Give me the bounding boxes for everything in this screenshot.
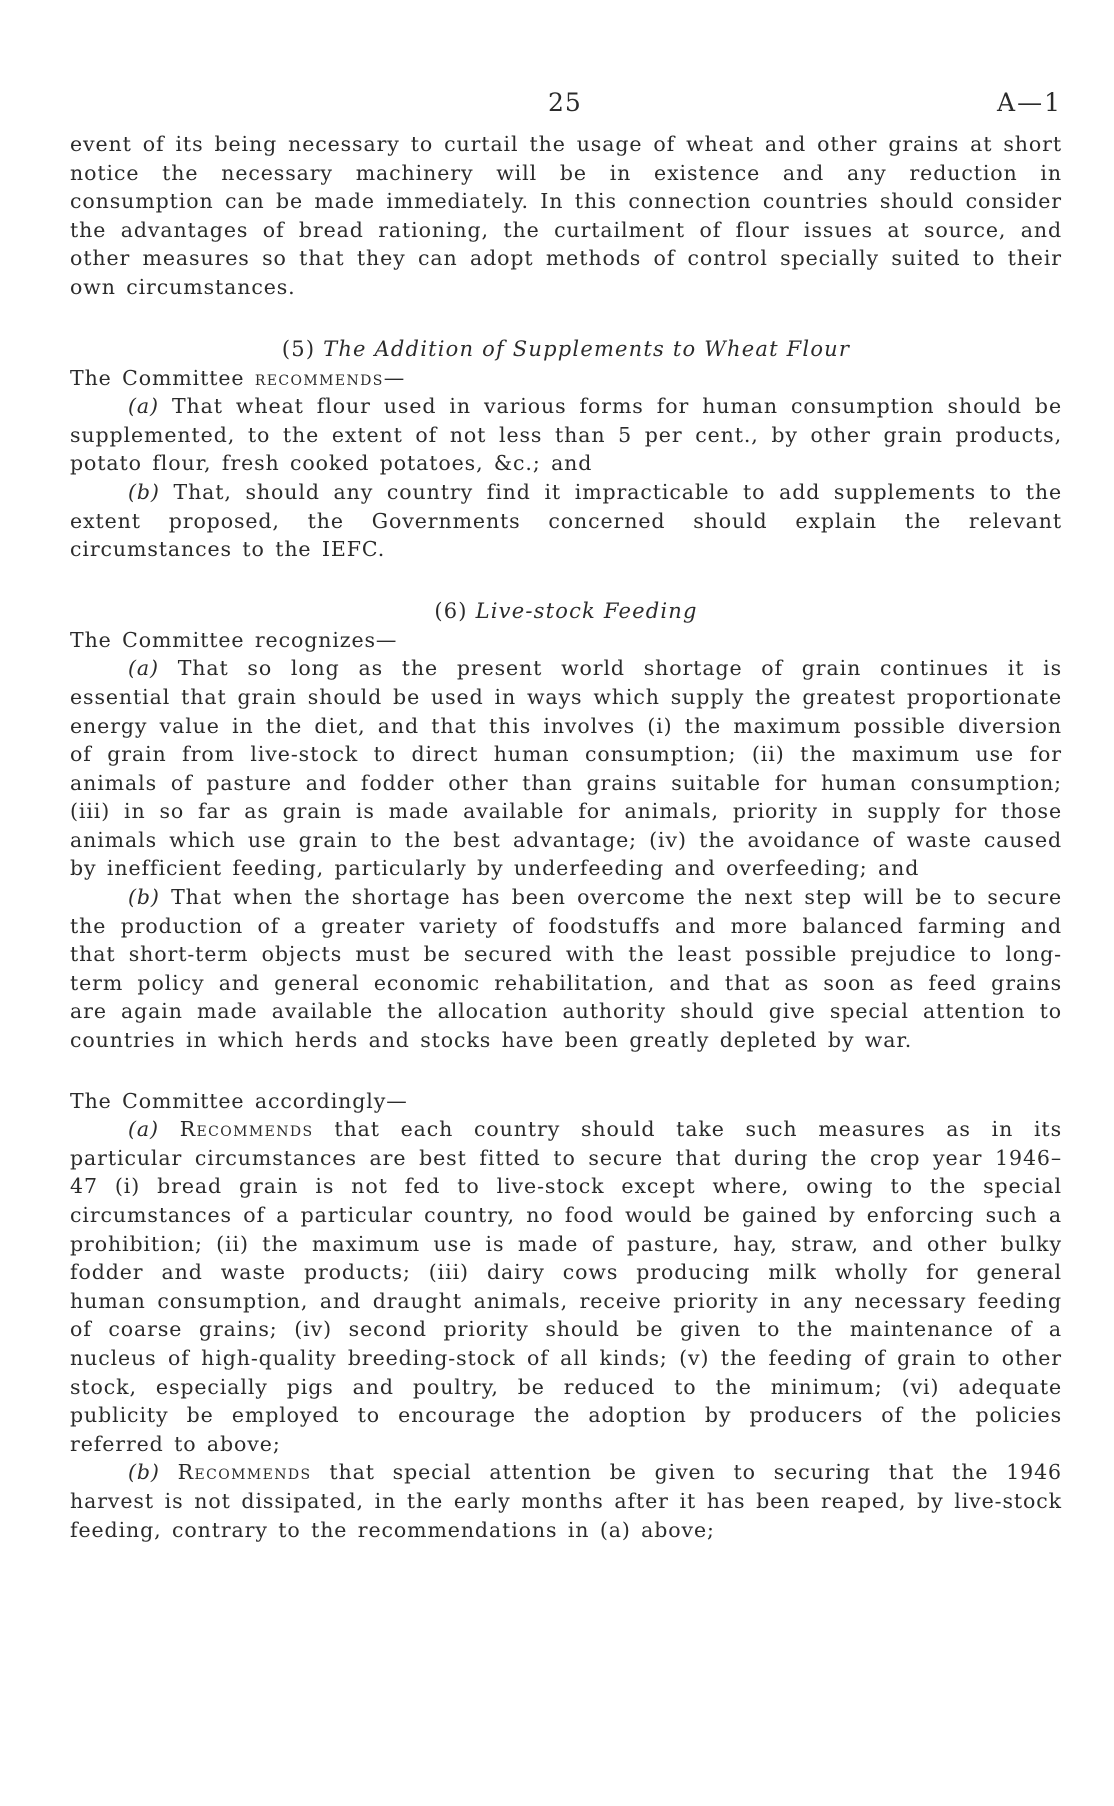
item-text: that special attention be given to securing that the 1946 harvest is not dissipated, in the early months after it has been reaped, by live-stock feeding, contrary to the recommendations in (a) above; [70,1460,1063,1542]
section-6-lead-2: The Committee accordingly— [70,1088,408,1113]
document-reference: A—1 [997,88,1062,117]
section-5-item-b [70,478,1062,564]
section-6-item-a [70,654,1062,883]
section-6-number: (6) [434,598,468,623]
page-number: 25 [548,88,582,117]
item-text: that each country should take such measures as in its particular circumstances are best fitted to secure that during the crop year 1946–47 (i) bread grain is not fed to live-stock except where, owing to the special circumstances of a particular country, no food would be gained by enforcing such a prohibition; (ii) the maximum use is made of pasture, hay, straw, and other bulky fodder and waste products; (iii) dairy cows producing milk wholly for general human consumption, and draught animals, receive priority in any necessary feeding of coarse grains; (iv) second priority should be given to the maintenance of a nucleus of high-quality breeding-stock of all kinds; (v) the feeding of grain to other stock, especially pigs and poultry, be reduced to the minimum; (vi) adequate publicity be employed to encourage the adoption by producers of the policies referred to above; [70,1117,1062,1456]
section-5-heading [70,334,1062,364]
section-5-lead-text: The Committee [70,365,245,390]
document-page [70,0,1062,1544]
item-label: (a) [128,1117,159,1142]
item-text: That so long as the present world shortage of grain continues it is essential that grain should be used in ways which supply the greatest proportionate energy value in the diet, and that this involves (i) the maximum possible diversion of grain from live-stock to direct human consumption; (ii) the maximum use for animals of pasture and fodder other than grains suitable for human consumption; (iii) in so far as grain is made available for animals, priority in supply for those animals which use grain to the best advantage; (iv) the avoidance of waste caused by inefficient feeding, particularly by underfeeding and overfeeding; and [70,656,1062,881]
section-5-title: The Addition of Supplements to Wheat Flour [323,336,851,361]
item-text: That when the shortage has been overcome the next step will be to secure the production of a greater variety of foodstuffs and more balanced farming and that short-term objects must be secured with the least possible prejudice to long-term policy and general economic rehabilitation, and that as soon as feed grains are again made available the allocation authority should give special attention to countries in which herds and stocks have been greatly depleted by war. [70,885,1062,1053]
section-6-recommendation-b [70,1458,1062,1544]
item-label: (a) [128,394,159,419]
section-5-number: (5) [281,336,316,361]
item-label: (b) [128,885,160,910]
section-5-lead [70,364,1062,393]
section-6-recommendation-a [70,1115,1062,1458]
item-text: That wheat flour used in various forms for human consumption should be supplemented, to the extent of not less than 5 per cent., by other grain products, potato flour, fresh cooked potatoes, &c.; and [70,394,1062,476]
recommendation-keyword: Recommends [177,1460,312,1485]
section-6-item-b [70,883,1062,1055]
section-6-lead: The Committee recognizes— [70,627,398,652]
section-6-heading [70,596,1062,626]
section-5-lead-keyword: recommends [254,365,384,390]
item-text: That, should any country find it impracticable to add supplements to the extent proposed, the Governments concerned should explain the relevant circumstances to the IEFC. [70,479,1062,562]
section-5-lead-dash: — [383,365,406,390]
item-label: (b) [128,1460,160,1485]
section-5-item-a [70,392,1062,478]
item-label: (a) [128,656,159,681]
recommendation-keyword: Recommends [179,1117,314,1142]
intro-paragraph: event of its being necessary to curtail the usage of wheat and other grains at short notice the necessary machinery will be in existence and any reduction in consumption can be made immediately. In this connection countries should consider the advantages of bread rationing, the curtailment of flour issues at source, and other measures so that they can adopt methods of control specially suited to their own circumstances. [70,132,1062,299]
section-6-title: Live-stock Feeding [475,598,698,623]
item-label: (b) [128,479,160,504]
page-header [70,0,1062,130]
